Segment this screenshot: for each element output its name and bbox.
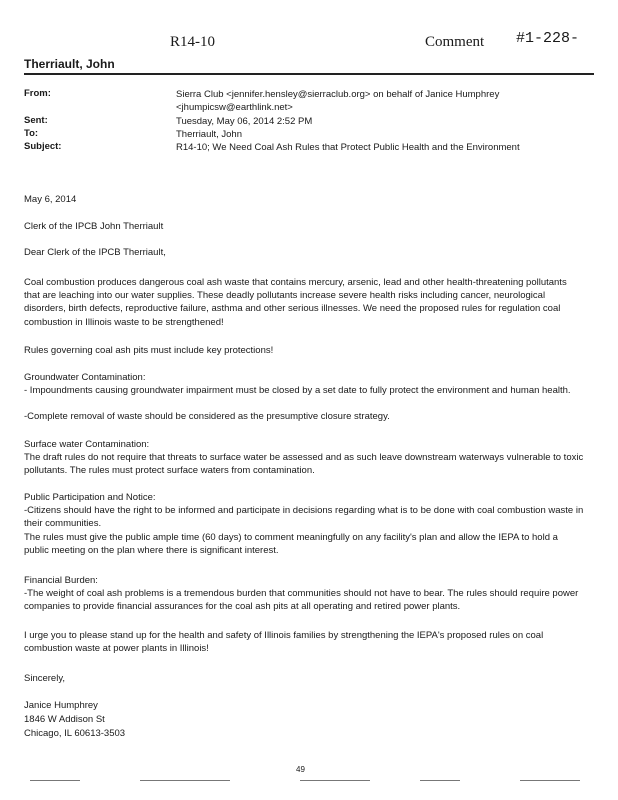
financial-text: -The weight of coal ash problems is a tremendous burden that communities should not have to bear. The rules should require power companies to provide financial assurances for the coal ash pits at all operating and retired power plants. (24, 588, 579, 613)
scan-mark (300, 780, 370, 781)
surface-text: The draft rules do not require that threats to surface water be assessed and as such leave downstream waterways vulnerable to toxic pollutants. The rules must protect surface waters from contamination. (24, 452, 584, 477)
signer-city: Chicago, IL 60613-3503 (24, 728, 126, 739)
to-value: Therriault, John (176, 129, 243, 140)
header-divider (24, 73, 594, 75)
addressee: Clerk of the IPCB John Therriault (24, 221, 164, 232)
from-value: Sierra Club <jennifer.hensley@sierraclub.org> on behalf of Janice Humphrey <jhumpicsw@earthlink.net> (176, 89, 500, 113)
from-label: From: (24, 88, 51, 99)
comment-number: #1-228- (516, 30, 580, 47)
closing-plea: I urge you to please stand up for the health and safety of Illinois families by strengthening the IEPA's proposed rules on coal combustion waste at power plants in Illinois! (24, 630, 544, 655)
groundwater-heading: Groundwater Contamination: (24, 372, 146, 383)
scan-mark (30, 780, 80, 781)
scan-mark (520, 780, 580, 781)
subject-value: R14-10; We Need Coal Ash Rules that Protect Public Health and the Environment (176, 142, 520, 153)
surface-heading: Surface water Contamination: (24, 439, 150, 450)
page-number: 49 (296, 765, 305, 774)
public-heading: Public Participation and Notice: (24, 492, 156, 503)
salutation: Dear Clerk of the IPCB Therriault, (24, 247, 166, 258)
key-protections: Rules governing coal ash pits must include key protections! (24, 345, 274, 356)
letter-date: May 6, 2014 (24, 194, 77, 205)
financial-heading: Financial Burden: (24, 575, 98, 586)
groundwater-point-1: - Impoundments causing groundwater impairment must be closed by a set date to fully protect the environment and human health. (24, 385, 571, 396)
signer-street: 1846 W Addison St (24, 714, 105, 725)
signer-name: Janice Humphrey (24, 700, 98, 711)
groundwater-point-2: -Complete removal of waste should be considered as the presumptive closure strategy. (24, 411, 390, 422)
intro-paragraph: Coal combustion produces dangerous coal ash waste that contains mercury, arsenic, lead and other health-threatening pollutants that are leaching into our water supplies. These deadly pollutants increase severe health risks including cancer, neurological disorders, birth defects, reproductive failure, asthma and other serious illnesses. We need the proposed rules for regulation coal combustion in Illinois waste to be strengthened! (24, 277, 567, 328)
public-point-1: -Citizens should have the right to be informed and participate in decisions regarding what is to be done with coal combustion waste in their communities. (24, 505, 584, 530)
recipient-name: Therriault, John (24, 57, 115, 71)
to-label: To: (24, 128, 39, 139)
sent-value: Tuesday, May 06, 2014 2:52 PM (176, 116, 313, 127)
docket-number: R14-10 (170, 34, 215, 50)
scan-mark (420, 780, 460, 781)
public-point-2: The rules must give the public ample time (60 days) to comment meaningfully on any facility's plan and allow the IEPA to hold a public meeting on the plan where there is significant interest. (24, 532, 558, 557)
subject-label: Subject: (24, 141, 62, 152)
sent-label: Sent: (24, 115, 48, 126)
sign-off: Sincerely, (24, 673, 66, 684)
comment-label: Comment (425, 34, 485, 50)
scan-mark (140, 780, 230, 781)
